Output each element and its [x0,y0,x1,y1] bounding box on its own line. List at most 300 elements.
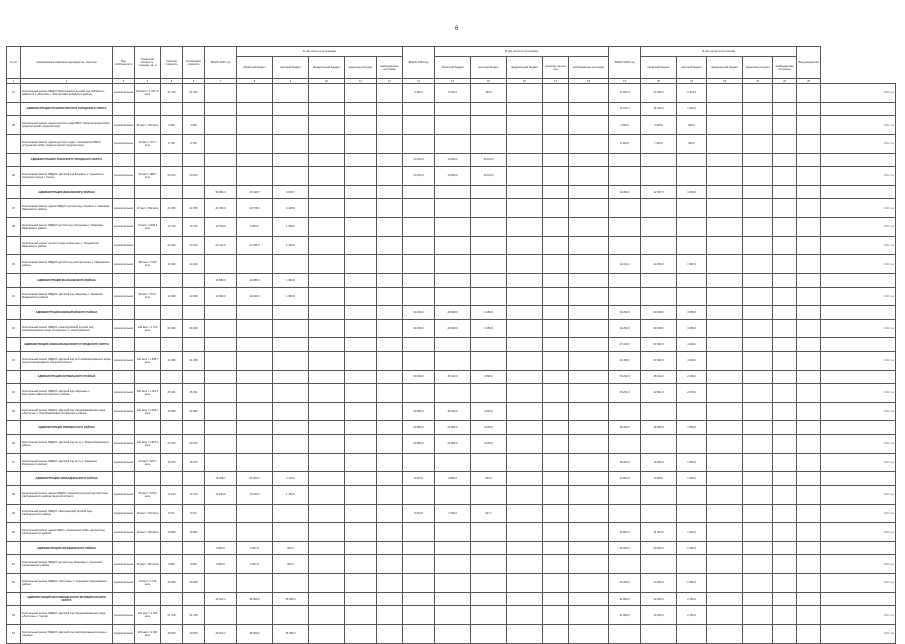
table-row [7,116,896,135]
cell-blank [113,185,135,199]
cell-value [569,453,609,472]
cell-value [569,134,609,153]
cell-value [471,541,507,555]
cell-value [507,402,543,421]
cell-commission: 2021 год [821,485,896,504]
cell-blank [113,153,135,167]
cell-value: 1 603,6 [677,185,707,199]
cell-value [707,435,743,454]
cell-value [743,592,773,606]
cell-value [797,555,821,574]
cell-capacity: 100 мест / 1 437,11 кв.м [135,84,161,103]
cell-value [743,541,773,555]
cell-value [471,287,507,306]
cell-value [569,624,609,643]
cell-value [797,351,821,370]
page-number: 6 [455,26,459,32]
cell-value [435,338,471,352]
cell-value [773,255,797,274]
cell-blank [161,592,183,606]
table-row [7,351,896,370]
cell-name: Капитальный ремонт детского сада «Аленушка» с. Мордовский Ивановского района [21,236,113,255]
cell-value: 8 013,5 [403,504,435,523]
cell-value [569,421,609,435]
cell-kind: муниципальная [113,485,135,504]
cell-name: Капитальный ремонт МБДОУ «Детский сад Березка» с. Гурьевского городского округа г. Гунино [21,167,113,186]
cell-commission: 2022 год [821,84,896,103]
cell-value [507,102,543,116]
cell-value [743,153,773,167]
cell-value [309,319,345,338]
cell-value: 29 648,0 [641,306,677,320]
cell-value: 70 188,7 [205,472,237,486]
cell-value: 45 412,0 [435,370,471,384]
column-number: 7 [205,79,237,84]
cell-capacity: 20 мест / 303 кв.м [135,523,161,542]
cell-value [797,167,821,186]
cell-name: Капитальный ремонт МБДОУ «Детский сад № 2 комбинированного вида» город Новокарнавалск Амурской области [21,351,113,370]
table-row [7,287,896,306]
cell-blank [135,306,161,320]
column-number: 24 [773,79,797,84]
cell-value: 45 312,0 [641,370,677,384]
cell-cost: 8 700 [161,134,183,153]
cell-value: 9 800,0 [205,555,237,574]
cell-no: 43 [7,351,21,370]
cell-value [309,153,345,167]
section-name: АДМИНИСТРАЦИЯ ОКТЯБРЬСКОГО РАЙОНА [21,370,113,384]
cell-value [507,472,543,486]
cell-value [707,134,743,153]
cell-value [543,273,569,287]
table-row [7,217,896,236]
cell-value [435,384,471,403]
cell-cost: 10 720 [161,217,183,236]
cell-value [609,217,641,236]
section-row [7,472,896,486]
cell-value [797,273,821,287]
cell-value: 9 500,0 [641,472,677,486]
cell-commission [821,370,896,384]
cell-value [309,287,345,306]
cell-no: 49 [7,504,21,523]
table-row [7,523,896,542]
cell-value: 20 300,0 [641,606,677,625]
cell-value [205,319,237,338]
cell-value [237,255,273,274]
section-row [7,153,896,167]
cell-value [507,167,543,186]
cell-value [677,199,707,218]
cell-name: Капитальный ремонт здания детского сада с. Косиновский МБОУ «Гурьевская СОШ» Гранитогорский городской округ [21,134,113,153]
cell-value [377,116,403,135]
cell-value [773,116,797,135]
cell-value [641,236,677,255]
cell-value [507,370,543,384]
cell-value [507,592,543,606]
cell-value [543,134,569,153]
cell-value [345,574,377,593]
cell-value [677,287,707,306]
cell-no: 37 [7,84,21,103]
cell-value [743,574,773,593]
cell-remaining: 21 478 [183,606,205,625]
cell-no: 42 [7,319,21,338]
cell-value [569,199,609,218]
cell-value: 1 300,0 [677,472,707,486]
hdr-cost: Сметная стоимость [161,47,183,79]
cell-value [471,453,507,472]
cell-kind: муниципальная [113,384,135,403]
cell-value [707,504,743,523]
hdr-total-2022: ВСЕГО 2022 год [403,47,435,79]
cell-blank [183,273,205,287]
cell-value [507,84,543,103]
cell-capacity: 200 мест / 3 000 кв.м [135,624,161,643]
cell-value: 681,0 [677,134,707,153]
cell-value [773,351,797,370]
cell-commission: 2022 год [821,435,896,454]
cell-value: 34 293,6 [609,319,641,338]
cell-kind: муниципальная [113,116,135,135]
column-number: 20 [641,79,677,84]
cell-value [773,199,797,218]
cell-value [609,555,641,574]
cell-value [569,555,609,574]
cell-cost: 25 231 [161,384,183,403]
cell-value: 1 452,0 [677,102,707,116]
cell-value: 1 400,0 [677,523,707,542]
cell-value [309,472,345,486]
cell-value [543,306,569,320]
cell-capacity: 50 мест / 573,7 кв.м [135,287,161,306]
cell-remaining: 26 250 [183,574,205,593]
cell-value [345,134,377,153]
cell-value [609,167,641,186]
column-number: 16 [507,79,543,84]
cell-value [797,592,821,606]
cell-value [435,574,471,593]
cell-value: 1 366,0 [273,273,309,287]
cell-value [273,153,309,167]
cell-value: 921,7 [471,504,507,523]
cell-value [345,592,377,606]
cell-kind: муниципальная [113,134,135,153]
cell-value [377,306,403,320]
cell-value: 7 620,0 [641,134,677,153]
cell-blank [161,273,183,287]
cell-value [403,116,435,135]
cell-value [237,370,273,384]
cell-value [569,236,609,255]
cell-value [707,338,743,352]
cell-value [707,384,743,403]
cell-value: 50 232,0 [609,370,641,384]
cell-value [237,523,273,542]
cell-value [569,84,609,103]
cell-value: 10 000,0 [237,287,273,306]
cell-value [273,402,309,421]
cell-value [773,102,797,116]
cell-value [471,255,507,274]
cell-value [707,287,743,306]
cell-commission: 2021 год [821,287,896,306]
hdr-src: внебюджетные источники [773,57,797,79]
cell-value [273,574,309,593]
cell-value [543,523,569,542]
cell-value [677,217,707,236]
cell-value: 10 940,0 [237,485,273,504]
cell-blank [135,153,161,167]
cell-value: 0 460,4 [403,84,435,103]
cell-commission: 2022 год [821,134,896,153]
cell-value [543,370,569,384]
cell-value [641,217,677,236]
cell-value [403,523,435,542]
column-number: 17 [543,79,569,84]
cell-value [743,523,773,542]
cell-blank [183,541,205,555]
cell-value: 9 600,0 [237,217,273,236]
cell-no: 46 [7,435,21,454]
cell-cost: 14 828 [161,287,183,306]
cell-value [773,273,797,287]
cell-cost: 4 900 [161,116,183,135]
cell-value [507,384,543,403]
hdr-src: областной бюджет [237,57,273,79]
cell-name: Капитальный ремонт МБДОУ «Детский сад комбинированного вида» с. Садовое [21,624,113,643]
cell-commission: 2021 год [821,236,896,255]
cell-value: 20 103,4 [403,167,435,186]
cell-value [435,287,471,306]
section-name: АДМИНИСТРАЦИЯ СВОБОДНЕНСКОГО РАЙОНА [21,472,113,486]
cell-value: 2 163,0 [677,592,707,606]
cell-commission [821,421,896,435]
cell-commission: 2022 год [821,351,896,370]
cell-value [377,504,403,523]
cell-value [569,435,609,454]
cell-value: 1 366,0 [273,287,309,306]
cell-cost: 20 103 [161,167,183,186]
column-number: 25 [797,79,821,84]
cell-value [237,453,273,472]
cell-value: 22 578,0 [237,199,273,218]
cell-value [707,167,743,186]
cell-value [377,255,403,274]
cell-value: 40 382,0 [403,402,435,421]
cell-value [237,402,273,421]
cell-value [471,273,507,287]
cell-value: 25 231,0 [609,384,641,403]
cell-value [205,167,237,186]
cell-blank [161,102,183,116]
cell-value [773,134,797,153]
cell-value [471,384,507,403]
cell-value [345,472,377,486]
cell-value [377,485,403,504]
cell-value [569,338,609,352]
cell-value: 3 459,6 [471,306,507,320]
cell-value: 22 661,0 [641,384,677,403]
cell-value [377,592,403,606]
cell-value: 4 900,0 [609,116,641,135]
cell-value: 8 300,0 [609,134,641,153]
cell-value [205,134,237,153]
cell-value [403,236,435,255]
cell-value [205,153,237,167]
cell-no [7,273,21,287]
cell-value [707,351,743,370]
cell-value [707,185,743,199]
cell-blank [113,102,135,116]
cell-no: 35 [7,116,21,135]
cell-value: 10 000,0 [435,167,471,186]
cell-no: 39 [7,255,21,274]
cell-value [707,472,743,486]
section-row [7,421,896,435]
cell-kind: муниципальная [113,199,135,218]
cell-value [377,153,403,167]
cell-value [569,273,609,287]
cell-no: 51 [7,555,21,574]
cell-blank [161,185,183,199]
cell-blank [183,185,205,199]
cell-value [677,624,707,643]
cell-value [743,504,773,523]
cell-value [543,236,569,255]
cell-commission: 2023 год [821,574,896,593]
cell-value [471,624,507,643]
cell-cost: 12 800 [161,523,183,542]
cell-value: 16 800,0 [641,421,677,435]
cell-value [309,338,345,352]
cell-value [273,102,309,116]
cell-value [507,351,543,370]
cell-name: Капитальный ремонт МБДОУ «Детский сад «Березка» с. Екатеринославка Октябрьского района [21,384,113,403]
cell-value [543,421,569,435]
cell-value [543,319,569,338]
cell-value: 2 350,0 [677,541,707,555]
cell-value [345,606,377,625]
cell-value [641,485,677,504]
cell-value [609,624,641,643]
cell-value [345,351,377,370]
table-row [7,236,896,255]
cell-value [273,167,309,186]
cell-value [743,287,773,306]
cell-value [609,435,641,454]
cell-value [273,504,309,523]
cell-value [797,199,821,218]
cell-value [403,217,435,236]
cell-value [377,402,403,421]
hdr-incl-2023: В том числе по источникам [641,47,797,57]
cell-value: 1 080,0 [273,217,309,236]
cell-value [435,199,471,218]
cell-value [707,84,743,103]
cell-commission [821,273,896,287]
cell-value [377,370,403,384]
cell-value: 10 000,0 [435,153,471,167]
cell-capacity: 55 мест / 679,6 кв.м [135,485,161,504]
cell-value [345,402,377,421]
column-number: 9 [273,79,309,84]
cell-value [403,384,435,403]
cell-commission [821,185,896,199]
cell-commission [821,102,896,116]
cell-name: Капитальный ремонт МБДОУ детский сад «Колокольчик» с. Ивановского района [21,255,113,274]
cell-value: 2 312,3 [677,84,707,103]
cell-value: 37 900,0 [641,338,677,352]
cell-capacity: 80 мест / 352 кв.м [135,116,161,135]
cell-value [507,453,543,472]
cell-value [309,624,345,643]
cell-value [569,541,609,555]
cell-value [435,116,471,135]
cell-value [273,421,309,435]
cell-commission: 2023 год [821,523,896,542]
cell-commission [821,306,896,320]
cell-value [237,84,273,103]
cell-value [707,402,743,421]
cell-remaining: 12 130 [183,485,205,504]
cell-value [773,555,797,574]
cell-value [797,319,821,338]
cell-blank [113,273,135,287]
cell-blank [183,472,205,486]
cell-value [309,102,345,116]
cell-value [569,287,609,306]
cell-value [677,435,707,454]
cell-value [273,338,309,352]
cell-commission: 2022 год [821,167,896,186]
cell-value [273,319,309,338]
cell-value [569,116,609,135]
cell-value [641,435,677,454]
cell-value: 2 148,0 [273,199,309,218]
cell-value [345,217,377,236]
cell-commission: 2021 год [821,555,896,574]
cell-value [743,384,773,403]
cell-commission: 2022 год [821,116,896,135]
cell-value [641,555,677,574]
cell-value [345,116,377,135]
cell-value [569,255,609,274]
cell-commission: 2022 год [821,384,896,403]
cell-value [403,453,435,472]
section-name: АДМИНИСТРАЦИЯ РОМНЕНСКОГО РАЙОНА [21,421,113,435]
cell-commission [821,472,896,486]
cell-value [471,185,507,199]
table-row [7,435,896,454]
cell-value: 8 501,0 [237,541,273,555]
cell-value: 4 440,0 [677,351,707,370]
cell-commission: 2022 год [821,402,896,421]
cell-value: 5 010,2 [435,84,471,103]
cell-value: 2 163,0 [677,606,707,625]
cell-value: 11 820,0 [205,287,237,306]
cell-value [569,574,609,593]
cell-value: 26 250,0 [609,574,641,593]
section-row [7,102,896,116]
cell-value [609,153,641,167]
column-number: 4 [135,79,161,84]
cell-value [309,134,345,153]
cell-remaining: 12 800 [183,523,205,542]
cell-capacity: 70 мест / 1 145 кв.м [135,574,161,593]
cell-cost: 8 371 [161,504,183,523]
cell-value [569,523,609,542]
